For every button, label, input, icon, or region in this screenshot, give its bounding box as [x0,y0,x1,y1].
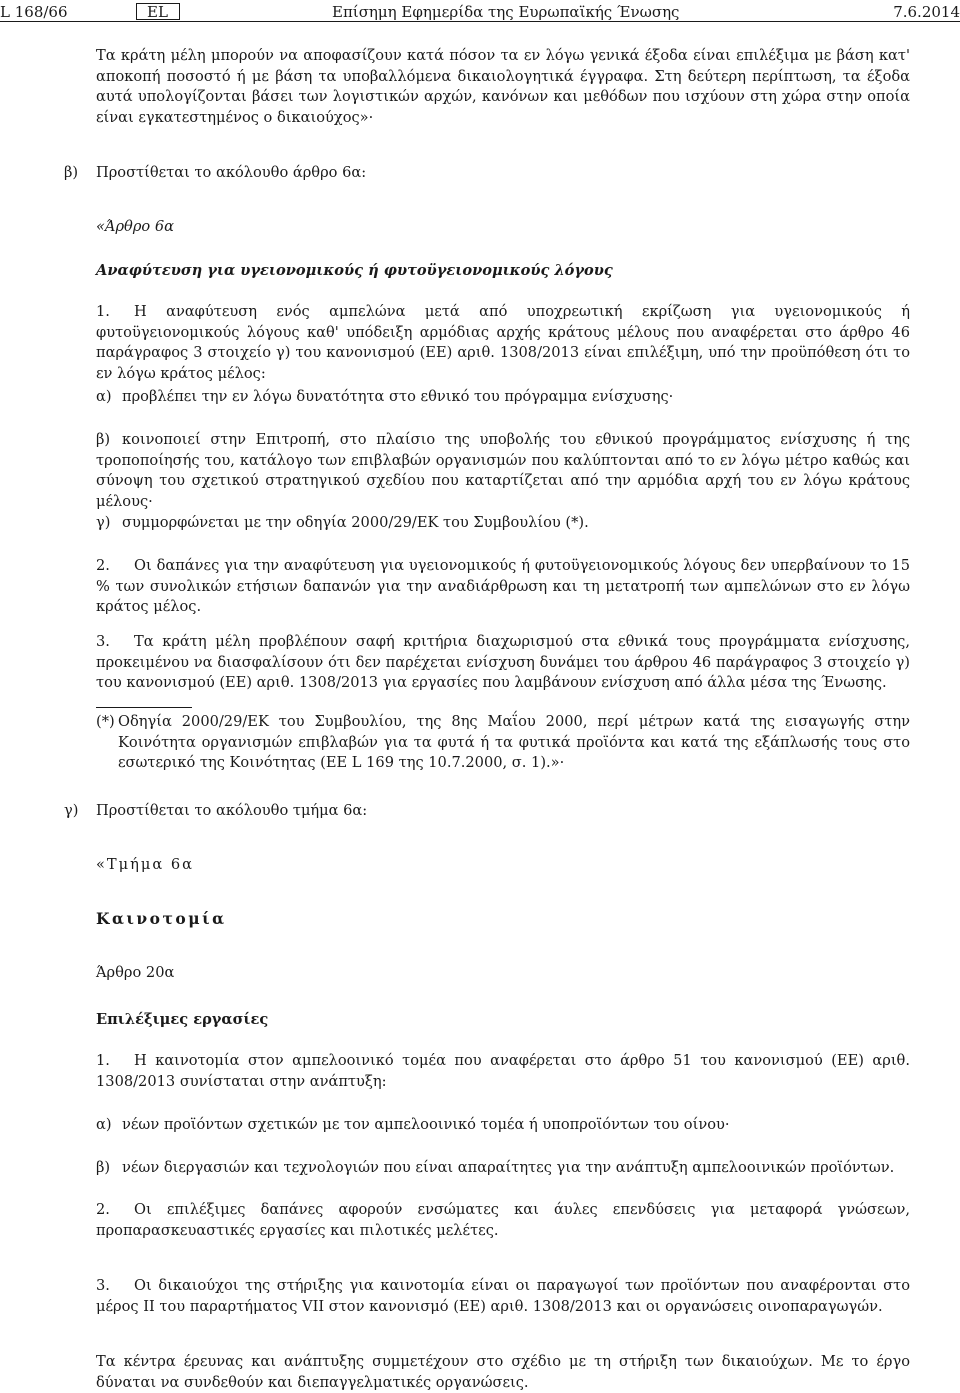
journal-title: Επίσημη Εφημερίδα της Ευρωπαϊκής Ένωσης [332,3,680,21]
a20-item-b [96,1158,910,1179]
article-6a-title: Αναφύτευση για υγειονομικούς ή φυτοϋγειονομικούς λόγους [96,262,613,279]
section-title: Καινοτομία [96,909,227,928]
article-6a-paragraph-1 [96,302,910,384]
item-c-label: γ) [96,514,111,531]
para-3-text: Τα κράτη μέλη προβλέπουν σαφή κριτήρια διαχωρισμού στα εθνικά τους προγράμματα ενίσχυσης, προκειμένου να διασφαλίσουν ότι δεν παρέχεται ενίσχυση δυνάμει του άρθρου 46 παράγραφος 3 στοιχείο γ) του κανονισμού (ΕΕ) αριθ. 1308/2013 για εργασίες που λαμβάνουν ενίσχυση από άλλα μέσα της Ένωσης. [96,633,910,691]
item-a-label: α) [96,388,112,405]
header-rule [0,21,960,22]
language-box [136,3,180,20]
article-6a-heading: «Άρθρο 6α [96,218,174,235]
point-c-label: γ) [64,802,79,819]
para-1-text: Η αναφύτευση ενός αμπελώνα μετά από υποχρεωτική εκρίζωση για υγειονομικούς ή φυτοϋγειονομικούς λόγους καθ' υπόδειξη αρμόδιας αρχής κράτους μέλους που αναφέρεται στο άρθρο 46 παράγραφος 3 στοιχείο γ) του κανονισμού (ΕΕ) αριθ. 1308/2013 είναι επιλέξιμη, υπό την προϋπόθεση ότι το εν λόγω κράτος μέλος: [96,303,910,382]
item-c [96,513,910,534]
para-1-number: 1. [96,303,110,320]
point-b-text: Προστίθεται το ακόλουθο άρθρο 6α: [96,164,367,181]
intro-paragraph: Τα κράτη μέλη μπορούν να αποφασίζουν κατά πόσον τα εν λόγω γενικά έξοδα είναι επιλέξιμα με βάση κατ' αποκοπή ποσοστό ή με βάση τα υποβαλλόμενα δικαιολογητικά έγγραφα. Στη δεύτερη περίπτωση, τα έξοδα αυτά υπολογίζονται βάσει των λογιστικών αρχών, κανόνων και μεθόδων που ισχύουν στη χώρα στην οποία είναι εγκατεστημένος ο δικαιούχος»· [96,47,910,126]
a20-para-1-number: 1. [96,1052,110,1069]
point-c-text: Προστίθεται το ακόλουθο τμήμα 6α: [96,802,368,819]
article-20a-paragraph-1 [96,1051,910,1092]
a20-item-b-label: β) [96,1159,111,1176]
page-reference: L 168/66 [0,3,68,21]
a20-para-3-text: Οι δικαιούχοι της στήριξης για καινοτομία είναι οι παραγωγοί των προϊόντων που αναφέρονται στο μέρος II του παραρτήματος VII στον κανονισμό (ΕΕ) αριθ. 1308/2013 και οι οργανώσεις οινοπαραγωγών. [96,1277,910,1315]
a20-item-a-label: α) [96,1116,112,1133]
para-3-number: 3. [96,633,110,650]
section-6a-heading: «Τμήμα 6α [96,856,195,873]
item-a [96,387,910,408]
item-b-text: κοινοποιεί στην Επιτροπή, στο πλαίσιο της υποβολής του εθνικού προγράμματος ενίσχυσης ή της τροποποίησής του, κατάλογο των επιβλαβών οργανισμών που καλύπτονται από το εν λόγω μέτρο καθώς και σύνοψη του σχετικού στρατηγικού σχεδίου που καταρτίζεται από την αρμόδια αρχή του εν λόγω κράτους μέλους· [96,431,910,510]
item-a-text: προβλέπει την εν λόγω δυνατότητα στο εθνικό του πρόγραμμα ενίσχυσης· [122,388,674,405]
footnote-text: Οδηγία 2000/29/ΕΚ του Συμβουλίου, της 8ης Μαΐου 2000, περί μέτρων κατά της εισαγωγής στην Κοινότητα οργανισμών επιβλαβών για τα φυτά ή τα φυτικά προϊόντα και κατά της εξάπλωσής τους στο εσωτερικό της Κοινότητας (ΕΕ L 169 της 10.7.2000, σ. 1).»· [118,713,910,771]
point-b [64,163,878,184]
footnote [96,712,910,774]
item-b [96,430,910,512]
article-20a-paragraph-3 [96,1276,910,1317]
language-code: EL [147,3,168,21]
item-c-text: συμμορφώνεται με την οδηγία 2000/29/ΕΚ του Συμβουλίου (*). [122,514,589,531]
a20-para-2-text: Οι επιλέξιμες δαπάνες αφορούν ενσώματες και άυλες επενδύσεις για μεταφορά γνώσεων, προπαρασκευαστικές εργασίες και πιλοτικές μελέτες. [96,1201,910,1239]
a20-item-b-text: νέων διεργασιών και τεχνολογιών που είναι απαραίτητες για την ανάπτυξη αμπελοοινικών προϊόντων. [122,1159,895,1176]
article-20a-heading: Άρθρο 20α [96,964,175,981]
article-20a-title: Επιλέξιμες εργασίες [96,1011,269,1028]
footnote-marker: (*) [96,713,115,730]
a20-item-a [96,1115,910,1136]
article-6a-paragraph-3 [96,632,910,694]
para-2-number: 2. [96,557,110,574]
publication-date: 7.6.2014 [893,3,960,21]
article-20a-closing: Τα κέντρα έρευνας και ανάπτυξης συμμετέχουν στο σχέδιο με τη στήριξη των δικαιούχων. Με το έργο δύναται να συνδεθούν και διεπαγγελματικές οργανώσεις. [96,1353,910,1391]
article-20a-paragraph-2 [96,1200,910,1241]
a20-item-a-text: νέων προϊόντων σχετικών με τον αμπελοοινικό τομέα ή υποπροϊόντων του οίνου· [122,1116,730,1133]
a20-para-2-number: 2. [96,1201,110,1218]
footnote-rule [96,707,192,708]
para-2-text: Οι δαπάνες για την αναφύτευση για υγειονομικούς ή φυτοϋγειονομικούς λόγους δεν υπερβαίνουν το 15 % των συνολικών ετήσιων δαπανών για την αναδιάρθρωση και τη μετατροπή των αμπελώνων στο εν λόγω κράτος μέλος. [96,557,910,615]
point-b-label: β) [64,164,79,181]
page-header [0,0,960,22]
point-c [64,801,878,822]
a20-para-1-text: Η καινοτομία στον αμπελοοινικό τομέα που αναφέρεται στο άρθρο 51 του κανονισμού (ΕΕ) αριθ. 1308/2013 συνίσταται στην ανάπτυξη: [96,1052,910,1090]
article-6a-paragraph-2 [96,556,910,618]
a20-para-3-number: 3. [96,1277,110,1294]
item-b-label: β) [96,431,111,448]
